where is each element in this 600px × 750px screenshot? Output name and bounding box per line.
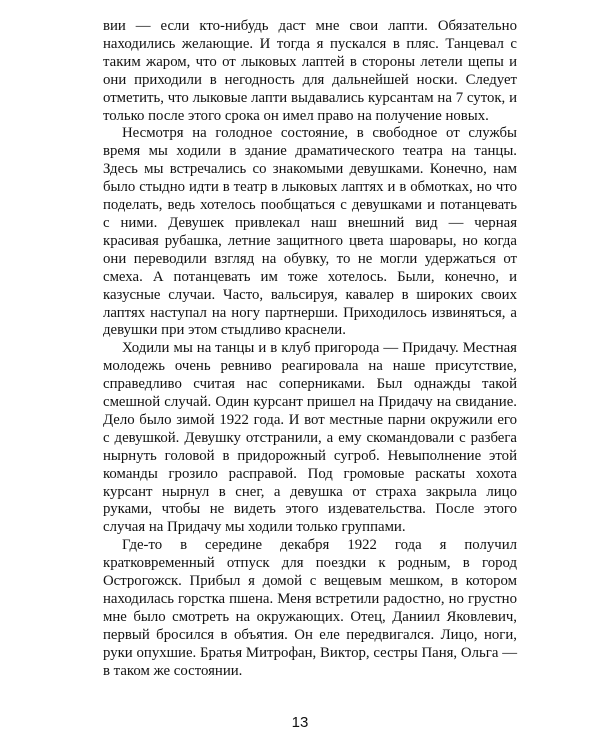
paragraph-3: Ходили мы на танцы и в клуб пригорода — Придачу. Местная молодежь очень ревниво реагировала на наше присутствие, справедливо считая нас соперниками. Был однажды такой смешной случай. Один курсант пришел на Придачу на свидание. Дело было зимой 1922 года. И вот местные парни окружили его с девушкой. Девушку отстранили, а ему скомандовали с разбега нырнуть головой в придорожный сугроб. Невыполнение этой команды грозило расправой. Под громовые раскаты хохота курсант нырнул в снег, а девушка от страха закрыла лицо руками, чтобы не видеть этого издевательства. После этого случая на Придачу мы ходили только группами. [103, 340, 517, 536]
body-text [103, 18, 517, 681]
paragraph-4: Где-то в середине декабря 1922 года я получил кратковременный отпуск для поездки к родным, в город Острогожск. Прибыл я домой с вещевым мешком, в котором находилась горстка пшена. Меня встретили радостно, но грустно мне было смотреть на окружающих. Отец, Даниил Яковлевич, первый бросился в объятия. Он еле передвигался. Лицо, ноги, руки опухшие. Братья Митрофан, Виктор, сестры Паня, Ольга — в таком же состоянии. [103, 537, 517, 679]
paragraph-2: Несмотря на голодное состояние, в свободное от службы время мы ходили в здание драматического театра на танцы. Здесь мы встречались со знакомыми девушками. Конечно, нам было стыдно идти в театр в лыковых лаптях и в обмотках, но что поделать, ведь хотелось пообщаться с девушками и потанцевать с ними. Девушек привлекал наш внешний вид — черная красивая рубашка, летние защитного цвета шаровары, но когда они переводили взгляд на обувку, то не могли удержаться от смеха. А потанцевать им тоже хотелось. Были, конечно, и казусные случаи. Часто, вальсируя, кавалер в широких своих лаптях наступал на ногу партнерши. Приходилось извиняться, а девушки при этом стыдливо краснели. [103, 125, 517, 339]
page-number: 13 [291, 714, 309, 731]
paragraph-1: вии — если кто-нибудь даст мне свои лапти. Обязательно находились желающие. И тогда я пускался в пляс. Танцевал с таким жаром, что от лыковых лаптей в стороны летели щепы и они приходили в негодность для дальнейшей носки. Следует отметить, что лыковые лапти выдавались курсантам на 7 суток, и только после этого срока он имел право на получение новых. [103, 18, 517, 124]
